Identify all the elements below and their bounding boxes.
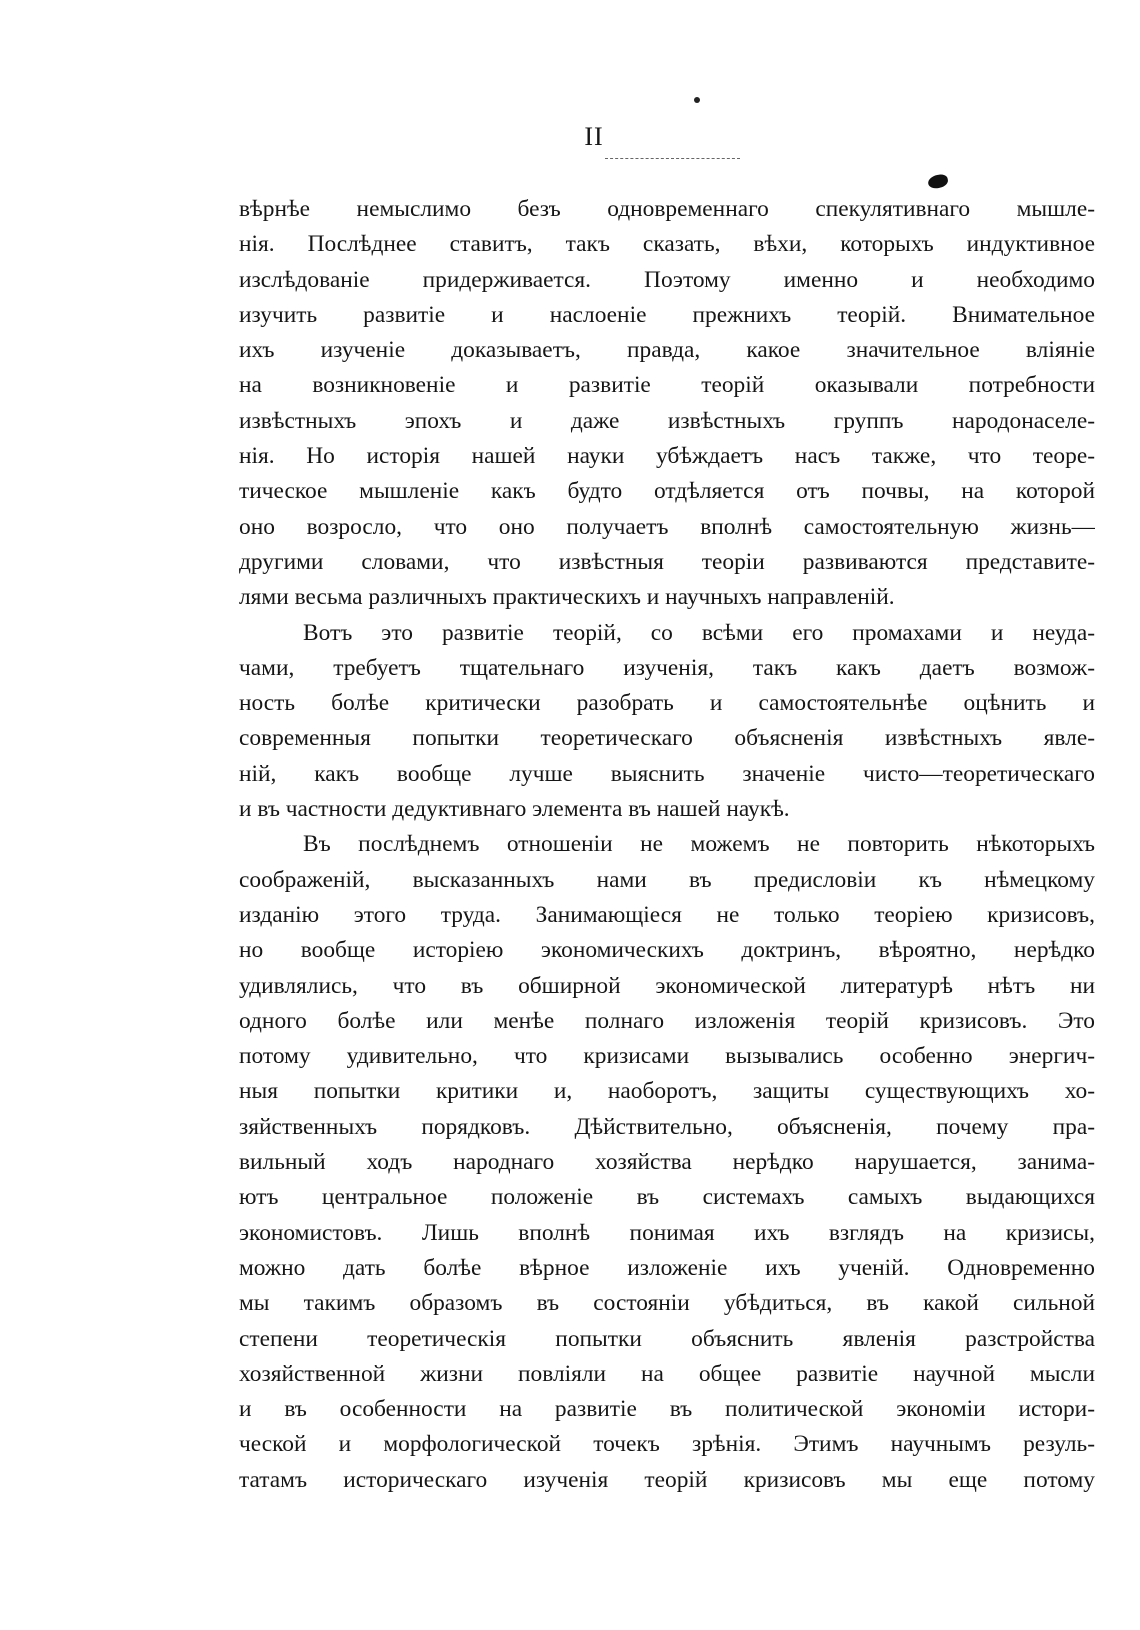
text-line: хозяйственной жизни повліяли на общее развитіе научной мысли (239, 1360, 1095, 1387)
text-line: современныя попытки теоретическаго объясненія извѣстныхъ явле- (239, 725, 1095, 752)
text-line: и въ особенности на развитіе въ политической экономіи истори- (239, 1396, 1095, 1423)
text-line: удивлялись, что въ обширной экономической литературѣ нѣтъ ни (239, 972, 1095, 999)
paragraph (239, 827, 1095, 1498)
text-line: нія. Послѣднее ставитъ, такъ сказать, вѣхи, которыхъ индуктивное (239, 231, 1095, 258)
text-line: ютъ центральное положеніе въ системахъ самыхъ выдающихся (239, 1184, 1095, 1211)
page-number: II (584, 122, 604, 151)
body-text (239, 192, 1095, 1498)
text-line: ній, какъ вообще лучше выяснить значеніе чисто—теоретическаго (239, 760, 1095, 787)
text-line: потому удивительно, что кризисами вызывались особенно энергич- (239, 1043, 1095, 1070)
paragraph (239, 192, 1095, 616)
text-line: и въ частности дедуктивнаго элемента въ нашей наукѣ. (239, 796, 790, 823)
text-line: вѣрнѣе немыслимо безъ одновременнаго спекулятивнаго мышле- (239, 196, 1095, 222)
text-line: зяйственныхъ порядковъ. Дѣйствительно, объясненія, почему пра- (239, 1113, 1095, 1140)
text-line: соображеній, высказанныхъ нами въ предисловіи къ нѣмецкому (239, 866, 1095, 893)
text-line: мы такимъ образомъ въ состояніи убѣдиться, въ какой сильной (239, 1290, 1095, 1317)
text-line: чами, требуетъ тщательнаго изученія, такъ какъ даетъ возмож- (239, 654, 1095, 681)
text-line: ныя попытки критики и, наоборотъ, защиты существующихъ хо- (239, 1078, 1095, 1105)
text-line: но вообще исторіею экономическихъ доктринъ, вѣроятно, нерѣдко (239, 937, 1095, 964)
ink-blot (927, 173, 949, 190)
text-line: степени теоретическія попытки объяснить явленія разстройства (239, 1325, 1095, 1352)
ink-dot (694, 97, 700, 103)
text-line: одного болѣе или менѣе полнаго изложенія теорій кризисовъ. Это (239, 1007, 1095, 1034)
page-number-rule (605, 158, 740, 159)
text-line: другими словами, что извѣстныя теоріи развиваются представите- (239, 548, 1095, 575)
text-line: на возникновеніе и развитіе теорій оказывали потребности (239, 372, 1095, 399)
text-line: изданію этого труда. Занимающіеся не только теоріею кризисовъ, (239, 901, 1095, 928)
text-line: нія. Но исторія нашей науки убѣждаетъ насъ также, что теоре- (239, 443, 1095, 470)
text-line: ность болѣе критически разобрать и самостоятельнѣе оцѣнить и (239, 690, 1095, 717)
text-line: тическое мышленіе какъ будто отдѣляется отъ почвы, на которой (239, 478, 1095, 505)
text-line: оно возросло, что оно получаетъ вполнѣ самостоятельную жизнь— (239, 513, 1095, 540)
text-line: изучить развитіе и наслоеніе прежнихъ теорій. Внимательное (239, 301, 1095, 328)
text-line: извѣстныхъ эпохъ и даже извѣстныхъ группъ народонаселе- (239, 407, 1095, 434)
text-line: экономистовъ. Лишь вполнѣ понимая ихъ взглядъ на кризисы, (239, 1219, 1095, 1246)
text-line: вильный ходъ народнаго хозяйства нерѣдко нарушается, занима- (239, 1149, 1095, 1176)
text-line: Въ послѣднемъ отношеніи не можемъ не повторить нѣкоторыхъ (303, 831, 1095, 858)
text-line: ческой и морфологической точекъ зрѣнія. Этимъ научнымъ резуль- (239, 1431, 1095, 1458)
text-line: Вотъ это развитіе теорій, со всѣми его промахами и неуда- (303, 619, 1095, 646)
text-line: ихъ изученіе доказываетъ, правда, какое значительное вліяніе (239, 337, 1095, 364)
text-line: лями весьма различныхъ практическихъ и научныхъ направленій. (239, 584, 895, 611)
text-line: изслѣдованіе придерживается. Поэтому именно и необходимо (239, 266, 1095, 293)
text-line: татамъ историческаго изученія теорій кризисовъ мы еще потому (239, 1466, 1095, 1493)
text-line: можно дать болѣе вѣрное изложеніе ихъ ученій. Одновременно (239, 1254, 1095, 1281)
paragraph (239, 616, 1095, 828)
